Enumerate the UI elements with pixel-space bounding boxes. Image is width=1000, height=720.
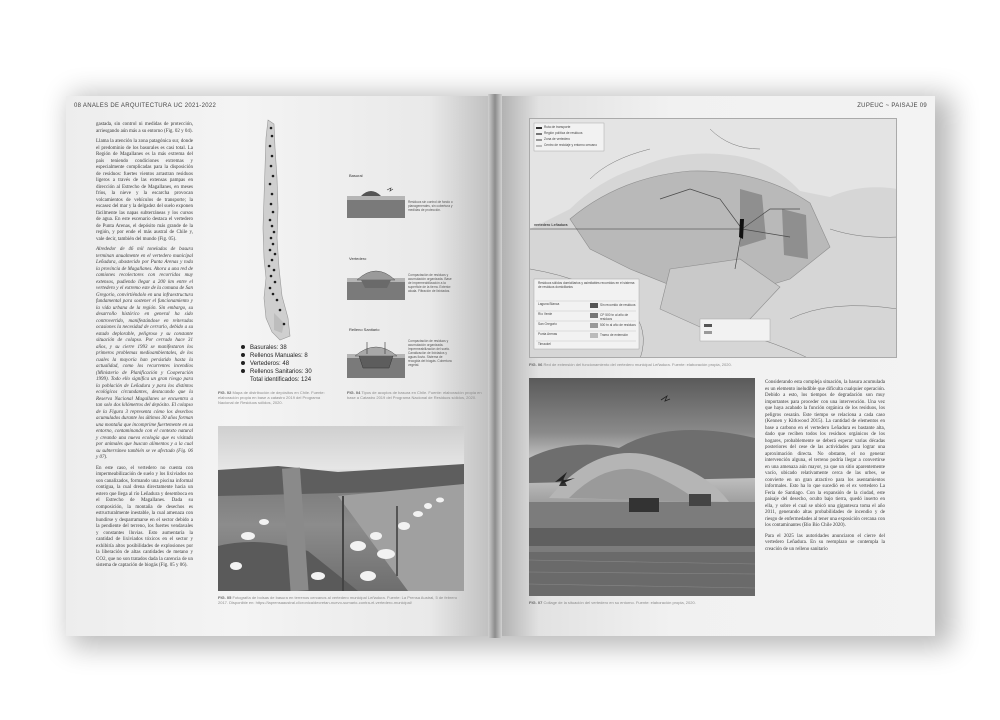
chile-map-figure <box>244 118 294 343</box>
map-value-1: Sin recorrido de residuos <box>600 303 636 307</box>
right-paragraph: Considerando esta compleja situación, la basura acumulada es un elemento ineludible que dificulta cualquier operación. Debido a esto, los tiempos de degradación son muy importantes para proceder con una intervención. Una vez que haya acabado la función orgánica de los residuos, los peligros cesarán. Este tiempo se relaciona a cada caso (Kennen y Kirkwood 2015). La cantidad de elementos en base a carbono en el vertedero Leñadura es bastante alta, dado que reciben todos los residuos orgánicos de los hogares, probablemente se deberá esperar varias décadas posteriores del cese de las actividades para lograr una aproximación directa. No obstante, el no generar intervención alguna, el terreno podría llegar a convertirse en una amenaza aún mayor, ya que un sitio aparentemente vacío, ubicado relativamente cerca de las urbes, se convierte en un gran atractivo para los asentamientos informales. Esto ha lo que sucedió en el ex vertedero La Feria de Santiago. Con la expansión de la ciudad, este paisaje del desecho, oculto bajo tierra, quedó inserto en ella, y sobre el cual se ubicó una gigantesca toma el año 2011, generando altas probabilidades de incendio y de riesgo de enfermedades al tener una exposición cercana con los contaminantes (Bio Bio Chile 2020). <box>765 380 885 528</box>
diagram-label-basural: Basural <box>349 173 363 178</box>
map-legend-2: Región política de residuos <box>544 131 583 135</box>
basural-note: Residuos sin control de fondo o planagenerales, sin cobertura y medidas de protección. <box>408 200 453 212</box>
left-paragraph: gastada, sin control ni medidas de protección, arriesgando aún más a su entorno (Fig. 02 y 04). <box>96 122 193 134</box>
legend-vertederos: Vertederos: 48 <box>241 360 312 368</box>
vertedero-diagram <box>347 264 405 300</box>
right-paragraph: Para el 2025 las autoridades anunciaron el cierre del vertedero Leñadura. En su reemplazo se contempla la creación de un relleno sanitario <box>765 533 885 552</box>
right-running-header: ZUPEUC ~ PAISAJE 09 <box>857 103 927 109</box>
map-row-1: Laguna Blanca <box>538 302 560 306</box>
legend-total: Total identificados: 124 <box>250 377 312 383</box>
map-value-2: CP 500 tn al año de residuos <box>600 313 629 322</box>
left-paragraph: Alrededor de 46 mil toneladas de basura terminan anualmente en el vertedero municipal Leñadura, abastecido por Punta Arenas y toda la provincia de Magallanes. Ahora a una red de camiones recolectores con recorridos muy extensos, pudiendo llegar a 200 km entre el vertedero y el extremo este de la comuna de San Gregorio, convirtiéndolo en una infraestructura fundamental para sostener el funcionamiento y la vida urbana de la región. Sin embargo, su desarrollo histórico en general ha sido controvertido, manifestándose en reiteradas ocasiones la necesidad de cerrarlo, debido a su estado deplorable, peligroso y su constante situación de colapso. Por cerrado hace 31 años, y su cierre 1993 se manifestaron los primeros problemas medioambientales, de los cuales la mayoría han persistido hasta la actualidad, como los recurrentes incendios (Ministerio de Planificación y Cooperación 1999). Todo ello significa un gran riesgo para la población de Leñadura y para los distintos ecológicos circundantes, destacando que la Reserva Nacional Magallanes se encuentra a tan solo dos kilómetros del depósito. El colapso de la Figura 3 representa cómo los desechos acumulados durante los últimos 30 años forman una montaña que incomprime fuertemente en su entorno, contaminando con el contexto natural y creando una nueva ecología que es visitada por animales que buscan alimentos y a la cual su subterráneo también se ve afectado (Fig. 06 y 07). <box>96 247 193 460</box>
map-row-4: Punta Arenas <box>538 332 558 336</box>
map-vertedero-label: vertedero Leñadura <box>534 223 568 227</box>
legend-manuales: Rellenos Manuales: 8 <box>241 352 312 360</box>
legend-dot <box>241 353 245 357</box>
map-row-2: Río Verde <box>538 312 553 316</box>
fig05-caption: FIG. 05 Fotografía de bolsas de basura en terrenos cercanos al vertedero municipal Leñadura. Fuente: La Prensa Austral, 5 de febrero 2017. Disponible en: https://laprensaaustral.cl/cronica/decretan-nuevo-sumario-contra-el-vertedero-municipal/ <box>218 595 458 606</box>
fig05-photo <box>218 426 464 591</box>
fig04-caption: FIG. 04 Tipos de acopios de basura en Chile. Fuente: elaboración propia en base a Catastro 2019 del Programa Nacional de Residuos sólidos, 2020. <box>347 390 482 401</box>
legend-dot <box>241 345 245 349</box>
map-box-title: Residuos sólidos domiciliarios y asimilables recorridos en el sistema de residuos domiciliarios <box>538 281 635 290</box>
fig02-legend <box>241 344 312 384</box>
fig07-caption: FIG. 07 Collage de la situación del vertedero en su entorno. Fuente: elaboración propia, 2020. <box>529 600 696 605</box>
left-paragraph: Llama la atención la zona patagónica sur, donde el predominio de los basurales es casi total. La Región de Magallanes es la más extrema del país teniendo condiciones extremas y especialmente complicadas para la disposición de residuos: fuertes vientos arrastran residuos ligeros a través de las extensas pampas en dirección al Estrecho de Magallanes, en meses fríos, la nieve y la escarcha provocan volcamientos de vehículos de transporte; la escasez del mar y la delgadez del suelo exponen fácilmente las napas subterráneas y los cursos de agua. En este escenario destaca el vertedero de Punta Arenas, el depósito más grande de la región, y por ende el más austral de Chile y, vale decir, también del mundo (Fig. 05). <box>96 139 193 242</box>
relleno-note: Compactación de residuos y acumulación organizada. Impermeabilización del suelo. Canalización de lixiviados y aguas lluvia. Sistema de recogida del biogás. Cobertura vegetal. <box>408 339 452 367</box>
fig06-caption: FIG. 06 Red de extensión del funcionamiento del vertedero municipal Leñadura. Fuente: elaboración propia, 2020. <box>529 362 732 367</box>
map-legend-1: Ruta de transporte <box>544 125 571 129</box>
relleno-diagram <box>347 336 405 378</box>
right-body-text <box>765 380 885 557</box>
map-legend-3: Zona de vertedero <box>544 137 571 141</box>
diagram-label-vertedero: Vertedero <box>349 256 367 261</box>
legend-basurales: Basurales: 38 <box>241 344 312 352</box>
vertedero-note: Compactación de residuos y acumulación organizada. Base de impermeabilización a la superficie de la tierra. Exterior: alcala. Filtración de lixiviados. <box>408 273 452 293</box>
map-legend-4: Centro de reciclaje y entorno cercano <box>544 143 597 147</box>
map-row-5: Timaukel <box>538 342 551 346</box>
map-row-3: San Gregorio <box>538 322 557 326</box>
legend-dot <box>241 361 245 365</box>
right-page <box>495 96 935 636</box>
fig07-collage <box>529 378 755 596</box>
left-body-text <box>96 122 193 574</box>
fig02-caption: FIG. 02 Mapa de distribución de depósitos en Chile. Fuente: elaboración propia en base a catastro 2019 del Programa Nacional de Residuos sólidos, 2020. <box>218 390 325 406</box>
legend-sanitarios: Rellenos Sanitarios: 30 <box>241 368 312 376</box>
left-page <box>66 96 494 636</box>
book-gutter <box>488 94 502 638</box>
diagram-label-relleno: Relleno Sanitario <box>349 327 380 332</box>
left-paragraph: En este caso, el vertedero no cuenta con impermeabilización de suelo y los lixiviados no son canalizados, formando una piscina informal contigua, la cual drena directamente hacia un estero que llega al río Leñadura y desemboca en el Estrecho de Magallanes. Dada su composición, la montaña de desechos es estructuralmente inestable, la cual amenaza con hundirse y desparramarse en el sector debido a la pendiente del terreno, los fuertes vendavales y constantes lluvias. Esto aumentaría la cantidad de lixiviados tóxicos en el sector y exhibiría altos posibilidades de explosiones por la liberación de altas cantidades de metano y CO2, que no son tratados dada la carencia de un sistema de captación de biogás (Fig. 05 y 06). <box>96 465 193 568</box>
left-running-header: 08 ANALES DE ARQUITECTURA UC 2021-2022 <box>74 103 217 109</box>
fig06-map <box>529 118 897 358</box>
basural-diagram <box>347 182 405 218</box>
legend-dot <box>241 369 245 373</box>
map-value-3: 500 tn al año de residuos <box>600 323 636 327</box>
map-value-4: Tramo de extensión <box>600 333 629 337</box>
